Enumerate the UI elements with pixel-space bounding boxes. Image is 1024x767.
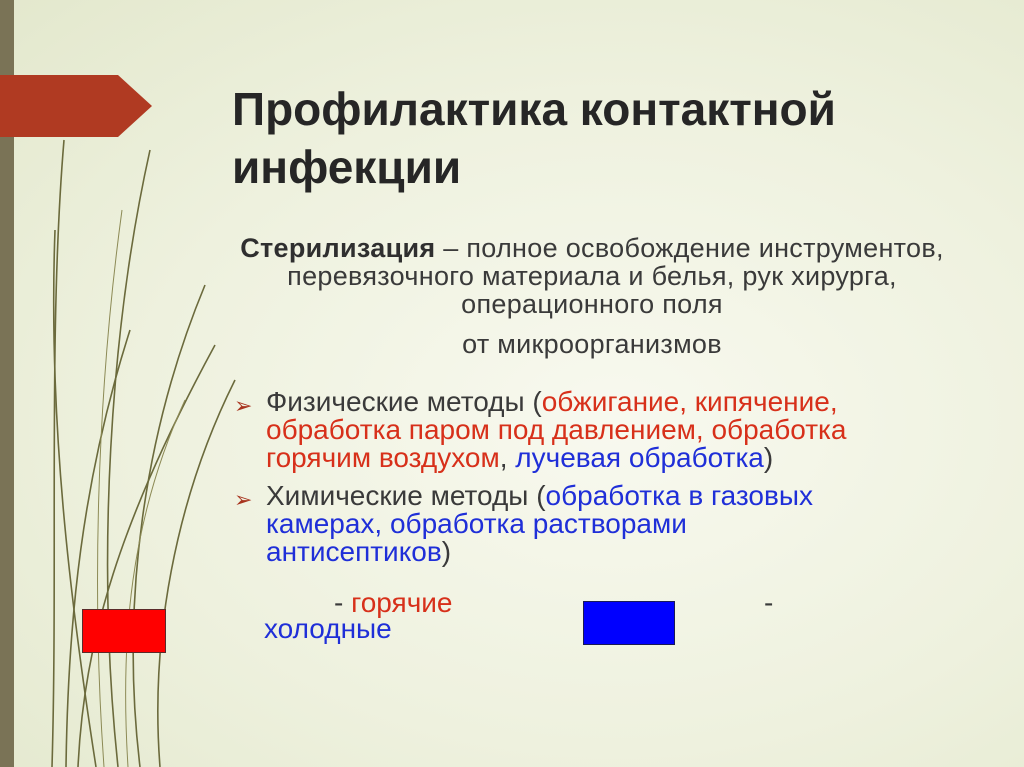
physical-separator: , [499,442,516,473]
definition-term: Стерилизация [240,233,436,263]
legend-dash-hot: - [334,587,344,618]
chemical-lead: Химические методы ( [266,480,546,511]
legend-hot-swatch [82,609,166,653]
chemical-end: ) [441,536,452,567]
physical-hot-methods: обжигание, кипячение, обработка паром под давлением, обработка горячим воздухом [266,386,847,473]
legend-dash-cold: - [764,587,774,618]
list-item-physical-methods [232,388,872,472]
methods-list [232,388,872,576]
physical-lead: Физические методы ( [266,386,542,417]
arrow-right-icon: ➢ [234,393,253,418]
physical-end: ) [763,442,774,473]
arrow-right-icon: ➢ [234,487,253,512]
definition-tail: от микроорганизмов [462,329,722,359]
slide-title: Профилактика контактной инфекции [232,83,836,193]
legend-cold-label: холодные [264,613,392,644]
chemical-cold-methods: обработка в газовых камерах, обработка растворами антисептиков [266,480,813,567]
legend-cold-swatch [583,601,675,645]
legend-hot-label: горячие [351,587,453,618]
list-item-chemical-methods [232,482,872,566]
definition-text: – полное освобождение инструментов, перевязочного материала и белья, рук хирурга, операционного поля [287,233,944,319]
physical-cold-methods: лучевая обработка [515,442,764,473]
definition-block [232,234,952,358]
